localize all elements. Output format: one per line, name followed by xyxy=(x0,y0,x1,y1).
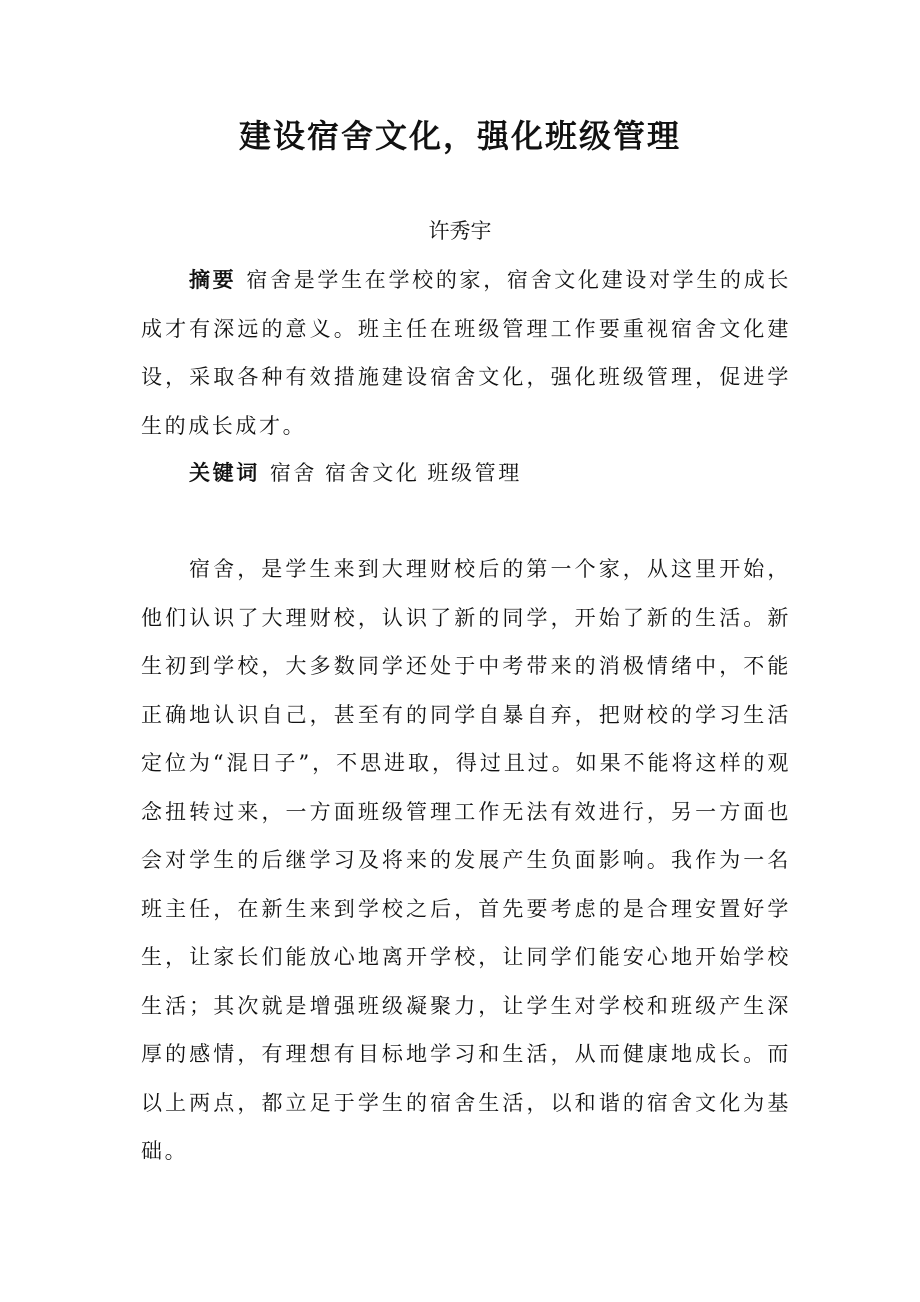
keyword-item: 宿舍文化 xyxy=(325,461,420,485)
abstract-text: 宿舍是学生在学校的家，宿舍文化建设对学生的成长成才有深远的意义。班主任在班级管理工作要重视宿舍文化建设，采取各种有效措施建设宿舍文化，强化班级管理，促进学生的成长成才。 xyxy=(141,268,791,438)
keywords-paragraph xyxy=(141,449,791,498)
abstract-paragraph xyxy=(141,256,791,450)
keyword-item: 宿舍 xyxy=(269,461,318,485)
keywords-label: 关键词 xyxy=(189,460,260,485)
keyword-item: 班级管理 xyxy=(427,461,522,485)
abstract-label: 摘要 xyxy=(189,267,237,292)
document-title: 建设宿舍文化，强化班级管理 xyxy=(238,117,681,155)
body-paragraph: 宿舍，是学生来到大理财校后的第一个家，从这里开始，他们认识了大理财校，认识了新的同学，开始了新的生活。新生初到学校，大多数同学还处于中考带来的消极情绪中，不能正确地认识自己，甚至有的同学自暴自弃，把财校的学习生活定位为“混日子”，不思进取，得过且过。如果不能将这样的观念扭转过来，一方面班级管理工作无法有效进行，另一方面也会对学生的后继学习及将来的发展产生负面影响。我作为一名班主任，在新生来到学校之后，首先要考虑的是合理安置好学生，让家长们能放心地离开学校，让同学们能安心地开始学校生活；其次就是增强班级凝聚力，让学生对学校和班级产生深厚的感情，有理想有目标地学习和生活，从而健康地成长。而以上两点，都立足于学生的宿舍生活，以和谐的宿舍文化为基础。 xyxy=(141,557,791,1163)
author-name: 许秀宇 xyxy=(428,219,492,243)
